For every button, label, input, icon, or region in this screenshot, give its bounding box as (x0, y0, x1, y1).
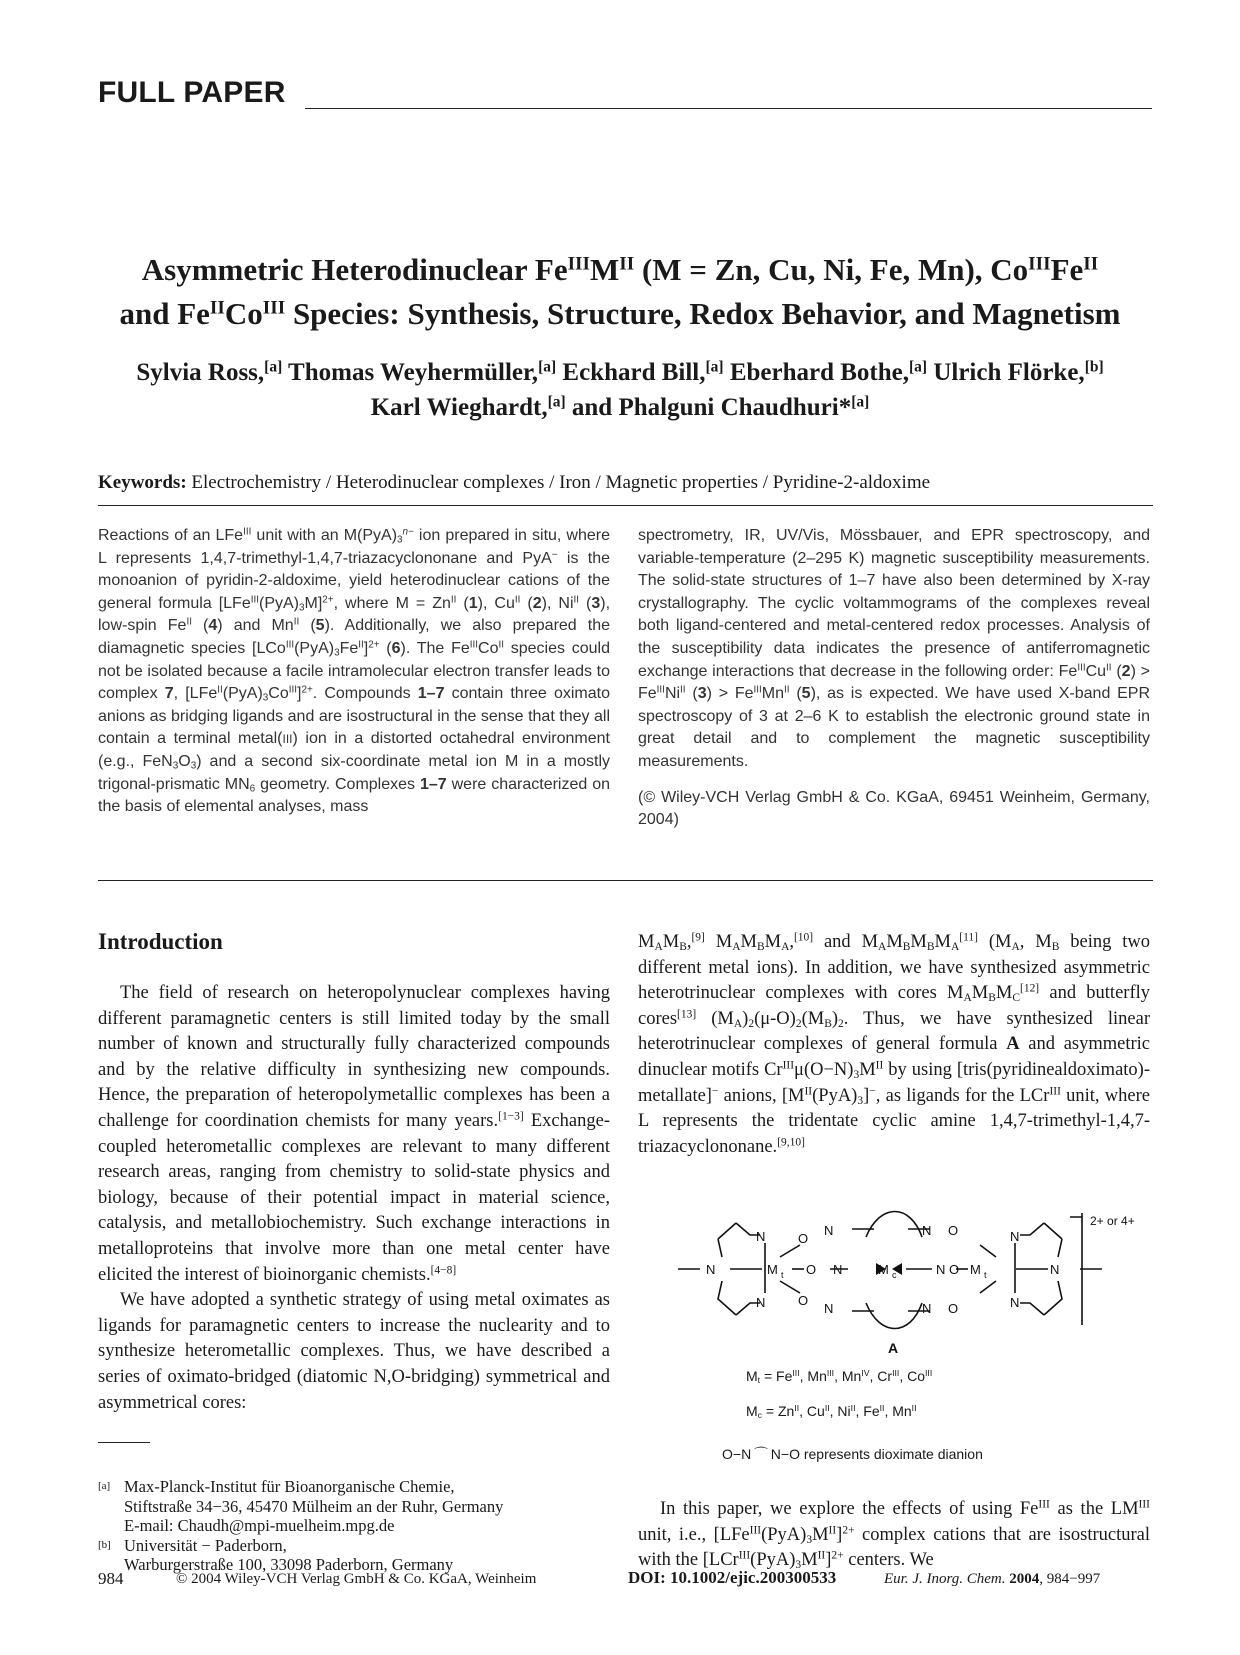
paper-right-bottom: In this paper, we explore the effects of using $Fe^{III}$ as the $LM^{III}$ unit, i.e., $[LFe^{III}(PyA)_3M^{II}]^{2+}$ complex cations that are isostructural with the $[LCr^{III}(PyA)_3M^{II}]^{2+}$ centers. We (638, 1498, 1151, 1572)
scheme-a (670, 1195, 1135, 1465)
scheme-charge: 2+ or 4+ (1090, 1214, 1135, 1228)
scheme-mt-line: $M_t = Fe^{III}$, $Mn^{III}$, $Mn^{IV}$, $Cr^{III}$, $Co^{III}$ (746, 1368, 933, 1386)
svg-text:N: N (756, 1229, 766, 1244)
abstract-right (638, 525, 1150, 832)
abstract-left: Reactions of an LFe$^{III}$ unit with an $M(PyA)_3^{n-}$ ion prepared in situ, where L represents 1,4,7-trimethyl-1,4,7-triazacyclononane and PyA− is the monoanion of pyridin-2-aldoxime, yield heterodinuclear cations of the general formula $[LFe^{III}(PyA)_3M]^{2+}$, where $M = Zn^{II}$ (1), $Cu^{II}$ (2), $Ni^{II}$ (3), low-spin $Fe^{II}$ (4) and $Mn^{II}$ (5). Additionally, we also prepared the diamagnetic species $[LCo^{III}(PyA)_3Fe^{II}]^{2+}$ (6). The $Fe^{III}Co^{II}$ species could not be isolated because a facile intramolecular electron transfer leads to complex 7, $[LFe^{II}(PyA)_3Co^{III}]^{2+}$. Compounds 1–7 contain three oximato anions as bridging ligands and are isostructural in the sense that they all contain a terminal metal(III) ion in a distorted octahedral environment (e.g., $FeN_3O_3$) and a second six-coordinate metal ion M in a mostly trigonal-prismatic $MN_6$ geometry. Complexes 1–7 were characterized on the basis of elemental analyses, mass (98, 526, 611, 816)
svg-text:N: N (1010, 1295, 1020, 1310)
footnotes (98, 1477, 610, 1575)
svg-text:N: N (922, 1301, 932, 1316)
svg-text:N: N (1010, 1229, 1020, 1244)
scheme-mc-line: $M_c = Zn^{II}$, $Cu^{II}$, $Ni^{II}$, $Fe^{II}$, $Mn^{II}$ (746, 1403, 917, 1421)
scheme-label: A (888, 1340, 899, 1356)
scheme-legend: O−N ⌒ N−O represents dioximate dianion (722, 1446, 983, 1462)
author-list (60, 355, 1180, 425)
svg-text:t: t (984, 1270, 987, 1280)
footnote-rule (98, 1442, 150, 1443)
abstract-copyright: (© Wiley-VCH Verlag GmbH & Co. KGaA, 69451 Weinheim, Germany, 2004) (638, 788, 1150, 829)
svg-text:O: O (806, 1262, 817, 1277)
svg-text:N: N (1050, 1262, 1060, 1277)
svg-text:O: O (798, 1293, 809, 1308)
footnote-a: [a] Max-Planck-Institut für Bioanorganische Chemie, Stiftstraße 34−36, 45470 Mülheim an der Ruhr, Germany E-mail: Chaudh@mpi-muelheim.mpg.de (98, 1477, 504, 1535)
keywords (98, 470, 1153, 496)
introduction-heading: Introduction (98, 929, 223, 954)
header-rule (305, 108, 1152, 109)
svg-text:M: M (970, 1262, 981, 1277)
svg-text:N: N (833, 1262, 843, 1277)
footnote-b: [b] Universität − Paderborn, Warburgerstraße 100, 33098 Paderborn, Germany (98, 1535, 454, 1574)
keywords-text: Electrochemistry / Heterodinuclear complexes / Iron / Magnetic properties / Pyridine-2-aldoxime (191, 472, 931, 493)
author: Eckhard Bill,[a] (562, 358, 724, 386)
author: Sylvia Ross,[a] (136, 358, 283, 386)
svg-text:M: M (878, 1262, 889, 1277)
introduction-right-text: $M_AM_B,[9]$ $M_AM_BM_A,[10]$ and $M_AM_BM_BM_A[11]$ ($M_A$, $M_B$ being two different metal ions). In addition, we have synthesized asymmetric heterotrinuclear complexes with cores $M_AM_BM_C[12]$ and butterfly cores[13] $(M_A)_2(\mu-O)_2(M_B)_2$. Thus, we have synthesized linear heterotrinuclear complexes of general formula A and asymmetric dinuclear motifs $Cr^{III}\mu(O-N)_3M^{II}$ by using [tris(pyridinealdoximato)-metallate]− anions, $[M^{II}(PyA)_3]^-$, as ligands for the LCr$^{III}$ unit, where L represents the tridentate cyclic amine 1,4,7-trimethyl-1,4,7-triazacyclononane.[9,10] (638, 931, 1151, 1157)
introduction-left-text (98, 981, 610, 1416)
author: Thomas Weyhermüller,[a] (288, 358, 557, 386)
svg-text:N: N (922, 1223, 932, 1238)
svg-text:O: O (948, 1223, 959, 1238)
svg-text:N: N (824, 1301, 834, 1316)
svg-text:N: N (824, 1223, 834, 1238)
keywords-label: Keywords: (98, 472, 187, 493)
svg-text:c: c (892, 1270, 897, 1280)
author: Karl Wieghardt,[a] (370, 393, 566, 421)
section-label: FULL PAPER (98, 76, 286, 109)
svg-text:M: M (767, 1262, 778, 1277)
abstract-bottom-rule (98, 880, 1153, 881)
intro-paragraph-2: We have adopted a synthetic strategy of using metal oximates as ligands for paramagnetic centers to increase the nuclearity and to synthesize heterometallic complexes. Thus, we have described a series of oximato-bridged (diatomic N,O-bridging) symmetrical and asymmetrical cores: (98, 1290, 610, 1413)
footer-doi: DOI: 10.1002/ejic.200300533 (628, 1568, 837, 1587)
footer-copyright: © 2004 Wiley-VCH Verlag GmbH & Co. KGaA, Weinheim (176, 1571, 537, 1587)
abstract-top-rule (98, 505, 1153, 506)
page-number: 984 (98, 1569, 124, 1588)
intro-paragraph-1: The field of research on heteropolynuclear complexes having different paramagnetic centers is still limited today by the small number of known and structurally fully characterized compounds and by the relative difficulty in synthesizing new compounds. Hence, the preparation of heteropolymetallic complexes has been a challenge for coordination chemists for many years.[1−3] Exchange-coupled heterometallic complexes are relevant to many different research areas, ranging from chemistry to solid-state physics and biology, because of their potential impact in material science, catalysis, and metallobiochemistry. Such exchange interactions in metalloproteins that involve more than one metal center have elicited the interest of bioinorganic chemists.[4−8] (98, 983, 610, 1285)
svg-text:t: t (781, 1270, 784, 1280)
author: Ulrich Flörke,[b] (933, 358, 1104, 386)
svg-text:O: O (948, 1301, 959, 1316)
author: and Phalguni Chaudhuri*[a] (571, 393, 870, 421)
svg-text:O: O (949, 1262, 960, 1277)
svg-text:N: N (706, 1262, 716, 1277)
abstract-right-text: spectrometry, IR, UV/Vis, Mössbauer, and EPR spectroscopy, and variable-temperature (2–295 K) magnetic susceptibility measurements. The solid-state structures of 1–7 have also been determined by X-ray crystallography. The cyclic voltammograms of the complexes reveal both ligand-centered and metal-centered redox processes. Analysis of the susceptibility data indicates the presence of antiferromagnetic exchange interactions that decrease in the following order: $Fe^{III}Cu^{II}$ $(2) > Fe^{III}Ni^{II}$ $(3) > Fe^{III}Mn^{II}$ (5), as is expected. We have used X-band EPR spectroscopy of 3 at 2–6 K to establish the electronic ground state in great detail and to complement the magnetic susceptibility measurements. (638, 527, 1151, 770)
svg-text:N: N (936, 1262, 946, 1277)
footer-journal: Eur. J. Inorg. Chem. 2004, 984−997 (884, 1571, 1101, 1587)
author: Eberhard Bothe,[a] (729, 358, 928, 386)
svg-text:O: O (798, 1231, 809, 1246)
svg-text:N: N (756, 1295, 766, 1310)
paper-title: Asymmetric Heterodinuclear $Fe^{III}M^{II}$ (M = Zn, Cu, Ni, Fe, Mn), $Co^{III}Fe^{II}$ and $Fe^{II}Co^{III}$ Species: Synthesis, Structure, Redox Behavior, and Magnetism (119, 252, 1121, 331)
